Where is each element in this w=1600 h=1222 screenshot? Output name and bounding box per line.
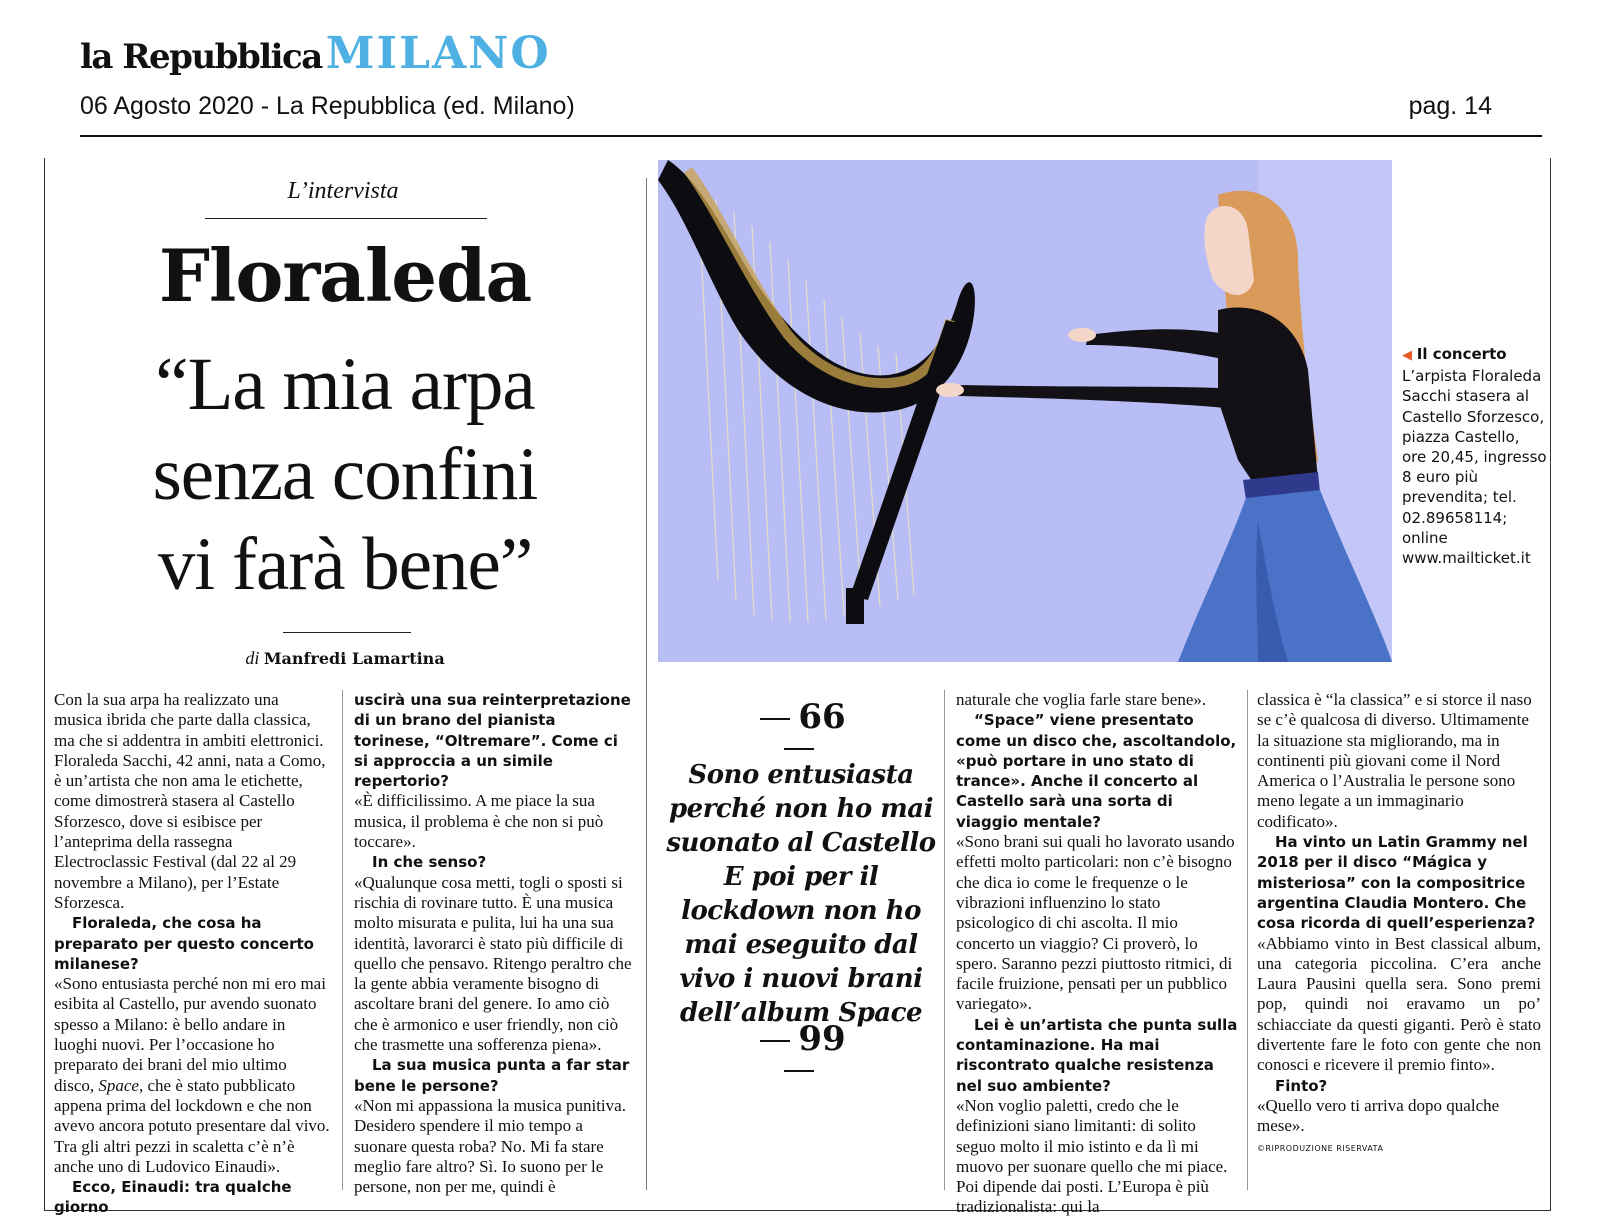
question: uscirà una sua reinterpretazione di un brano del pianista torinese, “Oltremare”. Come ci si approccia a un simile repertorio? <box>354 691 631 791</box>
pull-quote-close-mark: 99 <box>734 1024 864 1084</box>
headline-name: Floraleda <box>158 233 532 318</box>
column-divider <box>342 690 343 1190</box>
pull-quote-text: Sono entusiasta perché non ho mai suonato al Castello E poi per il lockdown non ho mai eseguito dal vivo i nuovi brani dell’album Space <box>666 760 936 1028</box>
answer: «Non voglio paletti, credo che le definizioni siano limitanti: di solito seguo molto il mio istinto e da lì mi muovo per suonare quello che mi piace. Poi dipende dai posti. L’Europa è più tradizionalista: qui la <box>956 1095 1228 1217</box>
dateline: 06 Agosto 2020 - La Repubblica (ed. Milano) <box>80 92 575 120</box>
caption-title: Il concerto <box>1416 345 1507 363</box>
pull-quote-open-mark: 66 <box>734 702 864 762</box>
frame-left-border <box>44 158 45 1210</box>
headline-column-divider <box>646 178 647 1190</box>
answer: naturale che voglia farle stare bene». <box>956 690 1207 709</box>
harpist-photo <box>658 160 1392 662</box>
photo-caption <box>1402 344 1547 568</box>
question: Floraleda, che cosa ha preparato per questo concerto milanese? <box>54 914 314 973</box>
question: “Space” viene presentato come un disco che, ascoltandolo, «può portare in uno stato di trance». Anche il concerto al Castello sarà una sorta di viaggio mentale? <box>956 711 1237 831</box>
masthead <box>80 28 551 78</box>
answer: «Qualunque cosa metti, togli o sposti si rischia di rovinare tutto. È una musica molto misurata e pulita, lui ha una sua identità, lavorarci è stato più difficile di quello che pensavo. Ritengo peraltro che la gente abbia veramente bisogno di ascoltare brani del genere. Io amo ciò che è armonico e user friendly, non ciò che trasmette una sofferenza piena». <box>354 872 632 1055</box>
column-divider <box>1247 690 1248 1190</box>
answer: «Sono brani sui quali ho lavorato usando effetti molto particolari: non c’è bisogno che dica io come le frequenze o le vibrazioni influenzino lo stato psicologico di chi ascolta. Il mio concerto un viaggio? Ci proverò, lo spero. Saranno pezzi piuttosto ritmici, di facile fruizione, pensati per un pubblico variegato». <box>956 832 1235 1014</box>
answer: «Abbiamo vinto in Best classical album, una categoria piccolina. C’era anche Laura Pausini quella sera. Sono premi pop, quindi noi eravamo un po’ schiacciate da questi giganti. Però è stato divertente fare le foto con gente che non conosci e ricevere il premio finto». <box>1257 933 1541 1075</box>
text-column-4 <box>956 690 1238 1218</box>
copyright-notice: ©RIPRODUZIONE RISERVATA <box>1257 1143 1384 1153</box>
page-number: pag. 14 <box>1408 92 1492 120</box>
question: La sua musica punta a far star bene le persone? <box>354 1056 630 1095</box>
headline-quote-line: “La mia arpa <box>155 343 535 426</box>
harpist-illustration <box>658 160 1392 662</box>
byline-rule <box>283 632 411 633</box>
caption-arrow-icon: ◀ <box>1402 348 1412 363</box>
headline-quote <box>70 340 620 610</box>
question: In che senso? <box>372 853 487 872</box>
frame-right-border <box>1550 158 1551 1210</box>
answer: classica è “la classica” e si storce il naso se c’è qualcosa di diverso. Ultimamente la situazione sta migliorando, ma in continenti più giovani come il Nord America o l’Australia le persone sono meno legate a un immaginario codificato». <box>1257 690 1532 831</box>
album-title: Space <box>98 1075 139 1095</box>
headline-quote-line: vi farà bene” <box>157 523 533 606</box>
text-column-5 <box>1257 690 1541 1159</box>
answer <box>54 974 330 1177</box>
headline-quote-line: senza confini <box>152 433 538 516</box>
text-column-2 <box>354 690 636 1197</box>
question: Ecco, Einaudi: tra qualche giorno <box>54 1178 292 1217</box>
answer-text: , che è stato pubblicato appena prima del lockdown e che non avevo ancora potuto presentare dal vivo. Tra gli altri pezzi in scaletta c’è n’è anche uno di Ludovico Einaudi». <box>54 1075 330 1176</box>
caption-body: L’arpista Floraleda Sacchi stasera al Castello Sforzesco, piazza Castello, ore 20,45, ingresso 8 euro più prevendita; tel. 02.89658114; online www.mailticket.it <box>1402 367 1547 568</box>
answer: «È difficilissimo. A me piace la sua musica, il problema è che non si può toccare». <box>354 791 604 852</box>
kicker-rule <box>205 218 487 219</box>
header-rule <box>80 135 1542 137</box>
byline-author: Manfredi Lamartina <box>263 649 445 668</box>
text-column-1 <box>54 690 330 1218</box>
masthead-brand: la Repubblica <box>80 37 322 77</box>
answer-text: «Sono entusiasta perché non mi ero mai esibita al Castello, pur avendo suonato spesso a Milano: è bello andare in luoghi nuovi. Per l’occasione ho preparato dei brani del mio ultimo disco, <box>54 974 326 1095</box>
column-divider <box>944 690 945 1190</box>
byline-prefix: di <box>245 648 260 668</box>
question: Lei è un’artista che punta sulla contaminazione. Ha mai riscontrato qualche resistenza nel suo ambiente? <box>956 1015 1238 1095</box>
question: Ha vinto un Latin Grammy nel 2018 per il disco “Mágica y misteriosa” con la compositrice argentina Claudia Montero. Che cosa ricorda di quell’esperienza? <box>1257 833 1536 933</box>
intro-paragraph: Con la sua arpa ha realizzato una musica ibrida che parte dalla classica, ma che si addentra in ambiti elettronici. Floraleda Sacchi, 42 anni, nata a Como, è un’artista che non ama le etichette, come dimostrerà stasera al Castello Sforzesco, dove si esibisce per l’anteprima della rassegna Electroclassic Festival (dal 22 al 29 novembre a Milano), per l’Estate Sforzesca. <box>54 690 326 912</box>
article-kicker: L’intervista <box>287 178 399 204</box>
answer: «Non mi appassiona la musica punitiva. Desidero spendere il mio tempo a suonare questa roba? No. Mi fa stare meglio fare altro? Sì. Io suono per le persone, non per me, quindi è <box>354 1095 626 1197</box>
byline <box>190 648 500 669</box>
answer: «Quello vero ti arriva dopo qualche mese». <box>1257 1095 1500 1136</box>
masthead-edition: MILANO <box>325 28 551 79</box>
question: Finto? <box>1275 1076 1328 1095</box>
